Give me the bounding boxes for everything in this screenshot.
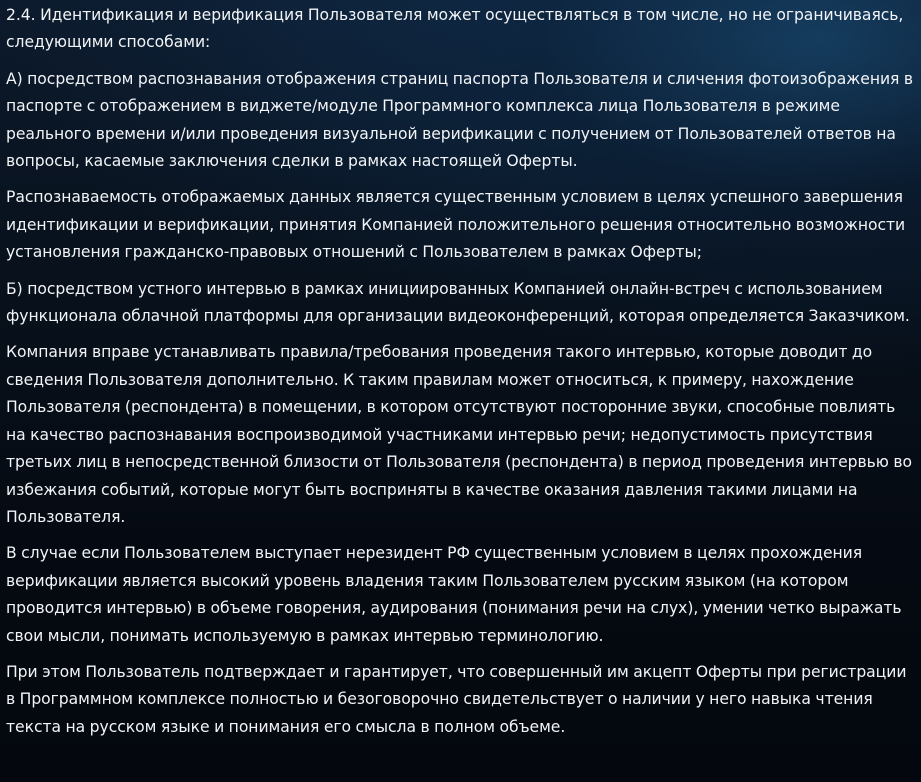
paragraph-section-2-4: 2.4. Идентификация и верификация Пользователя может осуществляться в том числе, но не ограничиваясь, следующими способами:: [6, 6, 904, 52]
paragraph-method-b: Б) посредством устного интервью в рамках инициированных Компанией онлайн-встреч с использованием функционала облачной платформы для организации видеоконференций, которая определяется Заказчиком.: [6, 279, 910, 326]
paragraph-interview-rules: Компания вправе устанавливать правила/требования проведения такого интервью, которые доводит до сведения Пользователя дополнительно. К таким правилам может относиться, к примеру, нахождение Пользователя (респондента) в помещении, в котором отсутствуют посторонние звуки, способные повлиять на качество распознавания воспроизводимой участниками интервью речи; недопустимость присутствия третьих лиц в непосредственной близости от Пользователя (респондента) в период проведения интервью во избежания событий, которые могут быть восприняты в качестве оказания давления такими лицами на Пользователя.: [6, 343, 912, 526]
paragraph-user-guarantee: При этом Пользователь подтверждает и гарантирует, что совершенный им акцепт Оферты при регистрации в Программном комплексе полностью и безоговорочно свидетельствует о наличии у него навыка чтения текста на русском языке и понимания его смысла в полном объеме.: [6, 662, 907, 736]
paragraph-recognizability: Распознаваемость отображаемых данных является существенным условием в целях успешного завершения идентификации и верификации, принятия Компанией положительного решения относительно возможности установления гражданско-правовых отношений с Пользователем в рамках Оферты;: [6, 188, 906, 262]
paragraph-method-a: А) посредством распознавания отображения страниц паспорта Пользователя и сличения фотоизображения в паспорте с отображением в виджете/модуле Программного комплекса лица Пользователя в режиме реального времени и/или проведения визуальной верификации с получением от Пользователей ответов на вопросы, касаемые заключения сделки в рамках настоящей Оферты.: [6, 69, 914, 171]
paragraph-non-resident: В случае если Пользователем выступает нерезидент РФ существенным условием в целях прохождения верификации является высокий уровень владения таким Пользователем русским языком (на котором проводится интервью) в объеме говорения, аудирования (понимания речи на слух), умении четко выражать свои мысли, понимать используемую в рамках интервью терминологию.: [6, 544, 902, 645]
